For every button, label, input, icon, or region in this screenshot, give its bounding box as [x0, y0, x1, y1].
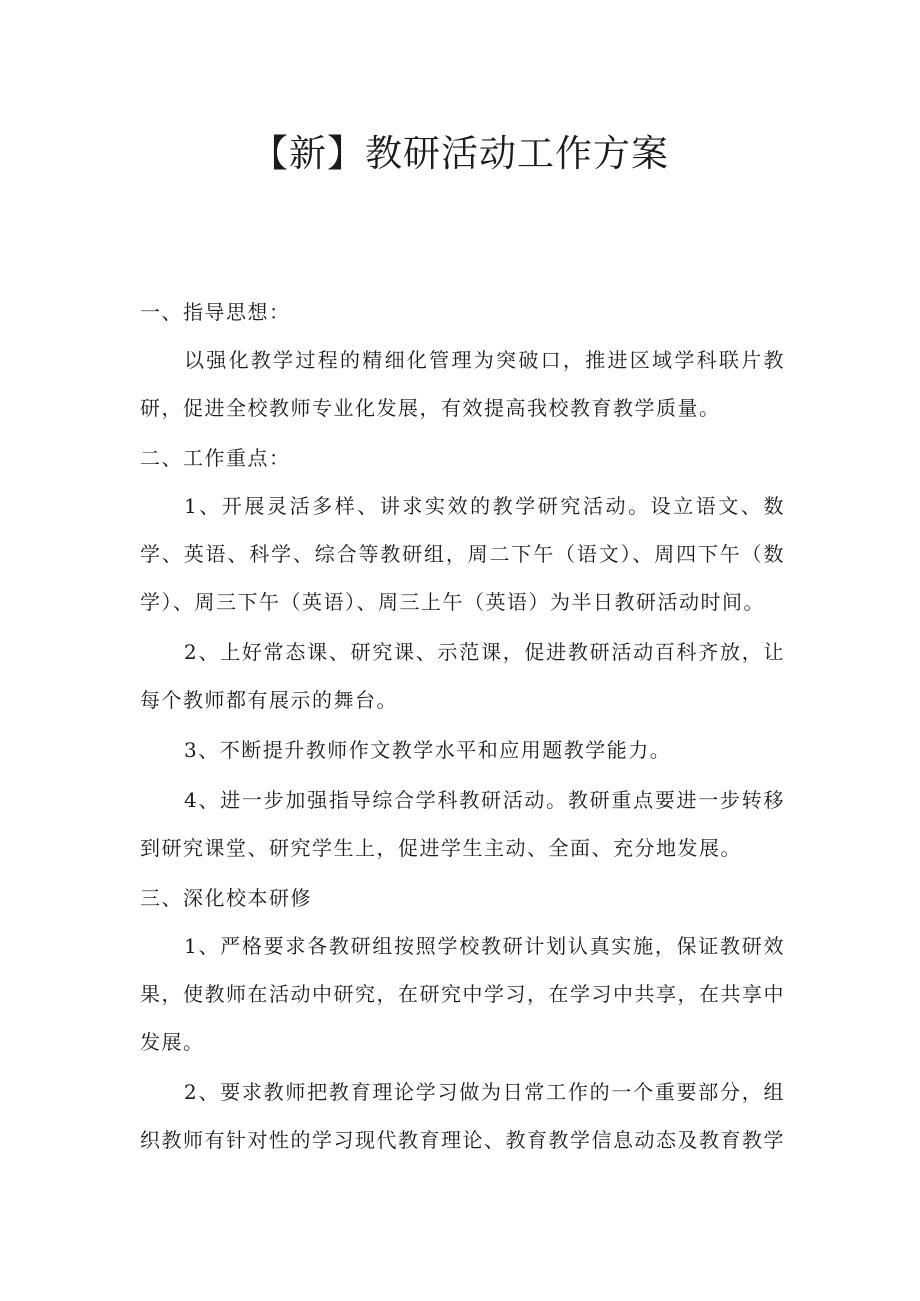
paragraph: 2、要求教师把教育理论学习做为日常工作的一个重要部分，组织教师有针对性的学习现代教育理论、教育教学信息动态及教育教学	[140, 1080, 785, 1152]
paragraph: 1、开展灵活多样、讲求实效的教学研究活动。设立语文、数学、英语、科学、综合等教研组，周二下午（语文）、周四下午（数学）、周三下午（英语）、周三上午（英语）为半日教研活动时间。	[140, 494, 785, 614]
section-heading: 一、指导思想：	[140, 300, 291, 324]
paragraph: 4、进一步加强指导综合学科教研活动。教研重点要进一步转移到研究课堂、研究学生上，促进学生主动、全面、充分地发展。	[140, 788, 785, 860]
section-heading: 二、工作重点：	[140, 446, 291, 470]
paragraph: 以强化教学过程的精细化管理为突破口，推进区域学科联片教研，促进全校教师专业化发展，有效提高我校教育教学质量。	[140, 348, 785, 420]
section-heading: 三、深化校本研修	[140, 886, 312, 910]
paragraph: 1、严格要求各教研组按照学校教研计划认真实施，保证教研效果，使教师在活动中研究，在研究中学习，在学习中共享，在共享中发展。	[140, 934, 785, 1054]
paragraph: 3、不断提升教师作文教学水平和应用题教学能力。	[184, 738, 672, 762]
document-body	[140, 288, 785, 1164]
document-title: 【新】教研活动工作方案	[251, 132, 669, 175]
paragraph: 2、上好常态课、研究课、示范课，促进教研活动百科齐放，让每个教师都有展示的舞台。	[140, 640, 785, 712]
